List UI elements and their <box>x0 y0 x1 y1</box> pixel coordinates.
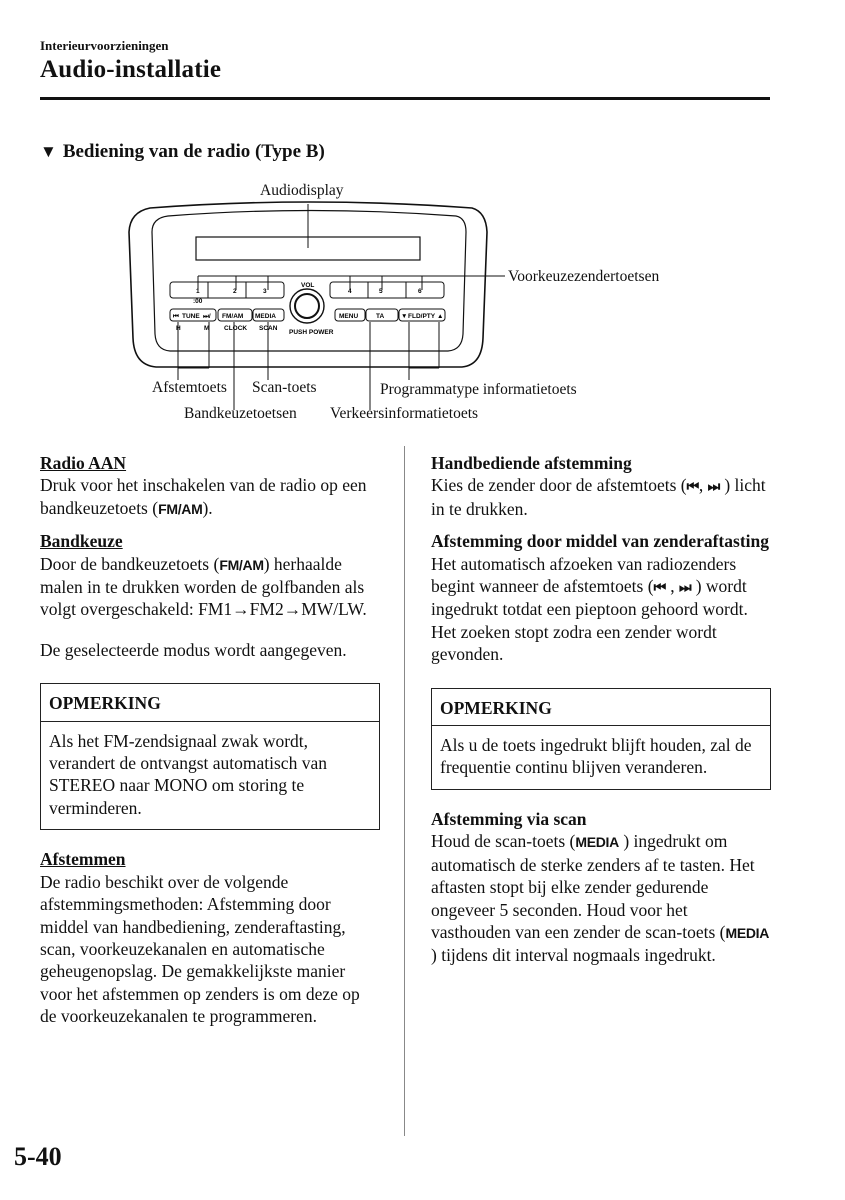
btn-5-label: 5 <box>379 288 383 295</box>
radio-unit-figure <box>0 0 845 440</box>
text-manual: Kies de zender door de afstemtoets (⏮, ⏭ ) licht in te drukken. <box>431 475 766 519</box>
fmam-key-glyph: FM/AM <box>158 500 203 517</box>
note-box-left <box>40 683 380 830</box>
fmam-key-glyph: FM/AM <box>219 556 264 573</box>
text-radio-on: Druk voor het inschakelen van de radio op een bandkeuzetoets (FM/AM). <box>40 475 367 518</box>
note-text: Als u de toets ingedrukt blijft houden, zal de frequentie continu blijven veranderen. <box>440 735 752 778</box>
column-divider <box>404 446 405 1136</box>
page-title: Audio-installatie <box>40 56 222 83</box>
menu-label: MENU <box>339 313 359 320</box>
text-tuning: De radio beschikt over de volgende afstemmingsmethoden: Afstemming door middel van handbediening, zenderaftasting, scan, voorkeuzekanalen en automatische geheugenopslag. De gemakkelijkste manier voor het afstemmen op zenders is om deze op de voorkeuzekanalen te programmeren. <box>40 871 360 1027</box>
btn-3-label: 3 <box>263 288 267 295</box>
next-icon: ⏭ <box>679 579 692 596</box>
svg-text:⏮: ⏮ <box>173 313 179 320</box>
heading-tuning: Afstemmen <box>40 849 126 870</box>
colon00-label: :00 <box>193 298 203 305</box>
label-audiodisplay: Audiodisplay <box>260 182 344 199</box>
text-band-mode: De geselecteerde modus wordt aangegeven. <box>40 639 347 660</box>
heading-radio-on: Radio AAN <box>40 453 127 473</box>
callout-lines <box>178 204 505 410</box>
chapter-kicker: Interieurvoorzieningen <box>40 38 169 53</box>
preset-row-left <box>170 282 284 298</box>
media-key-glyph: MEDIA <box>575 834 619 851</box>
triangle-down-icon: ▼ <box>40 142 57 161</box>
btn-4-label: 4 <box>348 288 352 295</box>
label-band: Bandkeuzetoetsen <box>184 405 297 422</box>
heading-seek: Afstemming door middel van zenderaftasting <box>431 531 769 552</box>
vol-label: VOL <box>301 282 315 289</box>
text-scan: Houd de scan-toets (MEDIA ) ingedrukt om automatisch de sterke zenders af te tasten. Het aftasten stopt bij elke zender gedurende ongeveer 5 seconden. Houd voor het vasthouden van een zender de scan-toets (MEDIA ) tijdens dit interval nogmaals ingedrukt. <box>431 831 770 966</box>
fldpty-label: FLD/PTY <box>408 313 436 320</box>
note-heading: OPMERKING <box>41 684 379 721</box>
section-title: Bediening van de radio (Type B) <box>62 141 325 162</box>
note-text: Als het FM-zendsignaal zwak wordt, verandert de ontvangst automatisch van STEREO naar MONO om storing te verminderen. <box>49 730 327 818</box>
media-key-glyph: MEDIA <box>725 924 770 941</box>
page-number: 5-40 <box>14 1142 62 1171</box>
heading-scan: Afstemming via scan <box>431 808 587 829</box>
tune-label: TUNE <box>182 313 200 320</box>
label-traffic: Verkeersinformatietoets <box>330 405 479 422</box>
heading-manual: Handbediende afstemming <box>431 453 632 473</box>
left-column <box>40 452 380 1028</box>
svg-text:▲: ▲ <box>437 313 444 320</box>
label-pty: Programmatype informatietoets <box>380 381 577 398</box>
label-scan: Scan-toets <box>252 379 317 396</box>
fmam-label: FM/AM <box>222 313 244 320</box>
svg-text:▼: ▼ <box>401 313 408 320</box>
btn-1-label: 1 <box>196 288 200 295</box>
next-icon: ⏭ <box>707 478 720 495</box>
text-seek: Het automatisch afzoeken van radiozenders begint wanneer de afstemtoets (⏮ , ⏭ ) wordt ingedrukt totdat een pieptoon gehoord wordt. Het zoeken stopt zodra een zender wordt gevonden. <box>431 553 748 665</box>
label-tune: Afstemtoets <box>152 379 227 396</box>
clock-label: CLOCK <box>224 325 248 332</box>
push-power-label: PUSH POWER <box>289 329 334 336</box>
heading-band: Bandkeuze <box>40 531 123 552</box>
btn-2-label: 2 <box>233 288 237 295</box>
h-label: H <box>176 325 181 332</box>
m-label: M <box>204 325 210 332</box>
label-preset-buttons: Voorkeuzezendertoetsen <box>508 268 660 285</box>
right-column <box>431 452 771 967</box>
note-box-right <box>431 688 771 790</box>
btn-6-label: 6 <box>418 288 422 295</box>
media-label: MEDIA <box>255 313 276 320</box>
prev-icon: ⏮ <box>653 579 666 596</box>
prev-icon: ⏮ <box>686 478 699 495</box>
note-heading: OPMERKING <box>432 689 770 726</box>
ta-label: TA <box>376 313 385 320</box>
text-band: Door de bandkeuzetoets (FM/AM) herhaalde malen in te drukken worden de golfbanden als volgt overgeschakeld: FM1→FM2→MW/LW. <box>40 553 367 620</box>
svg-text:⏭/: ⏭/ <box>203 313 211 320</box>
scan-label: SCAN <box>259 325 278 332</box>
